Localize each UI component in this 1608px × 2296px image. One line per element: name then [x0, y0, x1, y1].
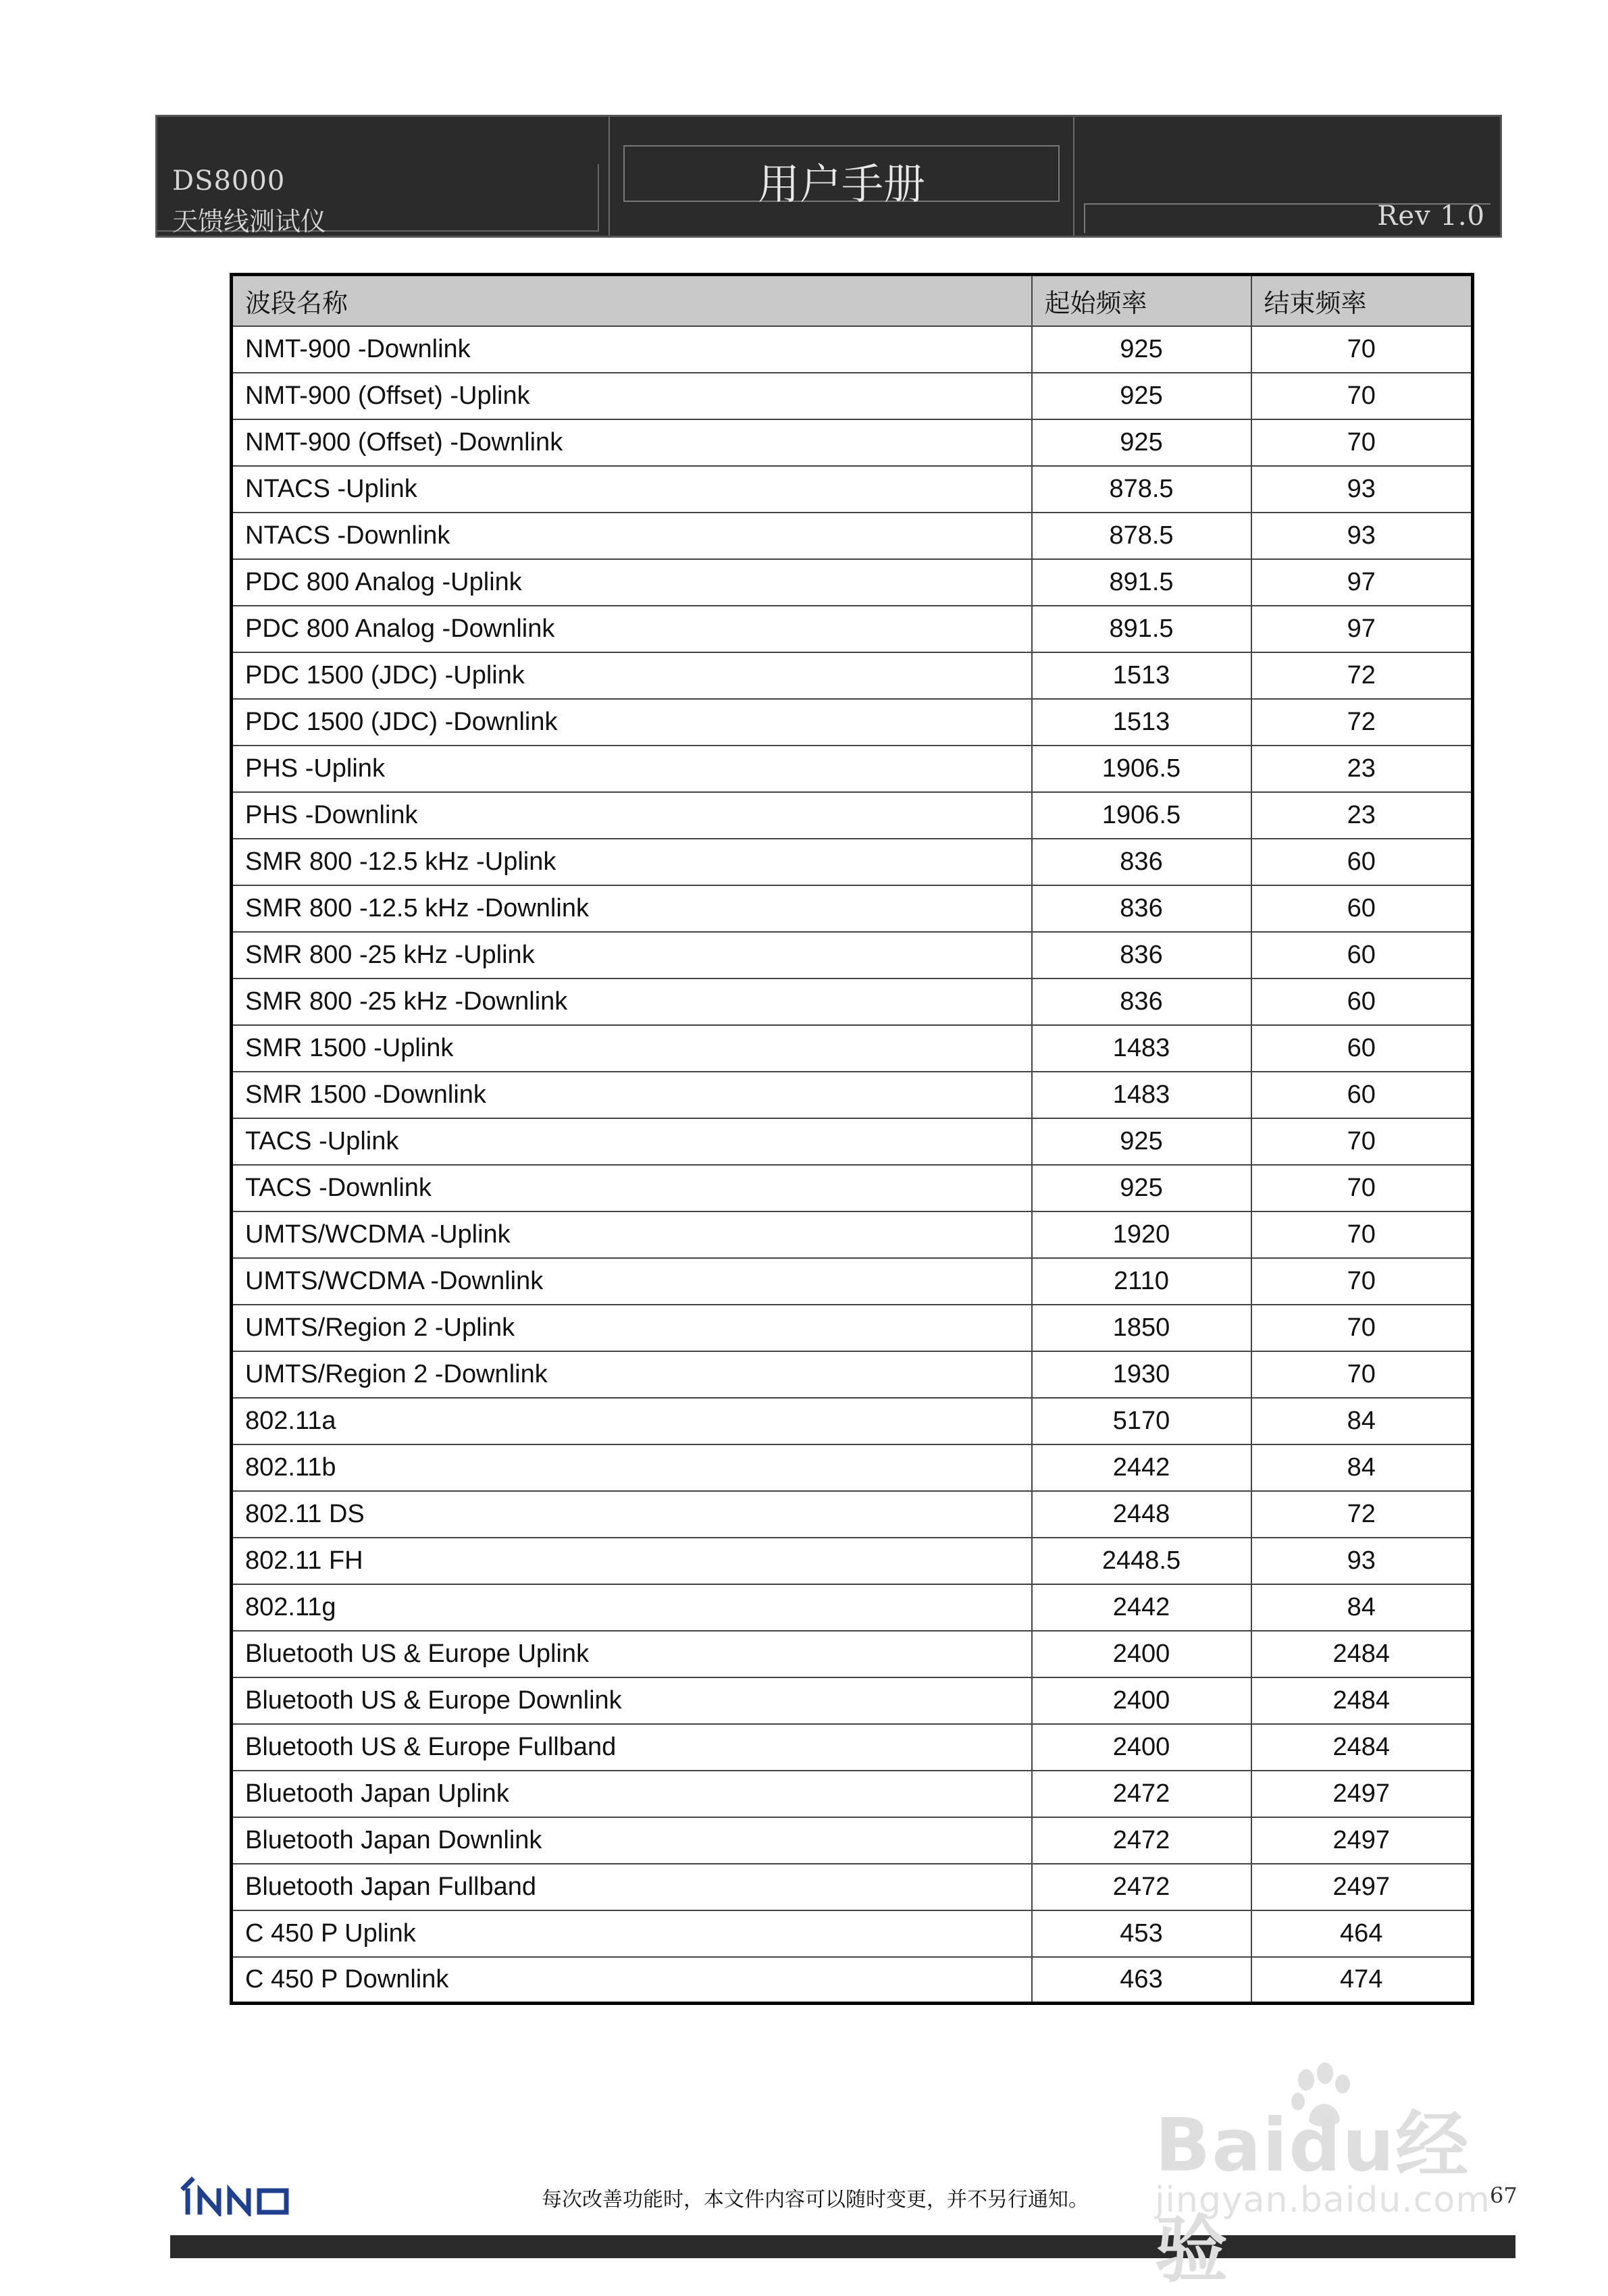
- band-name-cell: SMR 800 -12.5 kHz -Uplink: [232, 839, 1032, 885]
- end-frequency-cell: 60: [1251, 885, 1473, 932]
- start-frequency-cell: 2110: [1032, 1258, 1251, 1305]
- end-frequency-cell: 2484: [1251, 1724, 1473, 1771]
- end-frequency-cell: 474: [1251, 1957, 1473, 2004]
- start-frequency-cell: 836: [1032, 932, 1251, 979]
- end-frequency-cell: 70: [1251, 1305, 1473, 1351]
- start-frequency-cell: 1930: [1032, 1351, 1251, 1398]
- band-name-cell: 802.11 FH: [232, 1538, 1032, 1584]
- end-frequency-cell: 93: [1251, 1538, 1473, 1584]
- end-frequency-cell: 2497: [1251, 1864, 1473, 1910]
- table-row: [232, 1864, 1473, 1910]
- table-row: [232, 1957, 1473, 2004]
- end-frequency-cell: 70: [1251, 1351, 1473, 1398]
- start-frequency-cell: 925: [1032, 373, 1251, 419]
- end-frequency-cell: 84: [1251, 1584, 1473, 1631]
- start-frequency-cell: 1920: [1032, 1211, 1251, 1258]
- start-frequency-cell: 2472: [1032, 1817, 1251, 1864]
- end-frequency-cell: 60: [1251, 1025, 1473, 1072]
- start-frequency-cell: 891.5: [1032, 559, 1251, 606]
- table-row: [232, 326, 1473, 373]
- end-frequency-cell: 93: [1251, 466, 1473, 513]
- table-row: [232, 1025, 1473, 1072]
- end-frequency-cell: 84: [1251, 1398, 1473, 1444]
- start-frequency-cell: 2472: [1032, 1771, 1251, 1817]
- end-frequency-cell: 70: [1251, 1258, 1473, 1305]
- table-row: [232, 1211, 1473, 1258]
- band-name-cell: SMR 1500 -Uplink: [232, 1025, 1032, 1072]
- band-name-cell: Bluetooth Japan Fullband: [232, 1864, 1032, 1910]
- table-row: [232, 1677, 1473, 1724]
- start-frequency-cell: 925: [1032, 419, 1251, 466]
- end-frequency-cell: 464: [1251, 1910, 1473, 1957]
- table-row: [232, 652, 1473, 699]
- band-name-cell: PDC 800 Analog -Downlink: [232, 606, 1032, 652]
- band-table-container: [230, 273, 1471, 2005]
- table-row: [232, 1305, 1473, 1351]
- start-frequency-cell: 2448: [1032, 1491, 1251, 1538]
- column-header-end-frequency: 结束频率: [1251, 275, 1473, 326]
- band-name-cell: TACS -Downlink: [232, 1165, 1032, 1211]
- start-frequency-cell: 1483: [1032, 1025, 1251, 1072]
- table-row: [232, 559, 1473, 606]
- end-frequency-cell: 23: [1251, 792, 1473, 839]
- end-frequency-cell: 2497: [1251, 1771, 1473, 1817]
- end-frequency-cell: 97: [1251, 559, 1473, 606]
- table-row: [232, 513, 1473, 559]
- table-row: [232, 1817, 1473, 1864]
- band-name-cell: UMTS/Region 2 -Uplink: [232, 1305, 1032, 1351]
- table-row: [232, 792, 1473, 839]
- end-frequency-cell: 60: [1251, 979, 1473, 1025]
- start-frequency-cell: 2400: [1032, 1631, 1251, 1677]
- start-frequency-cell: 2448.5: [1032, 1538, 1251, 1584]
- end-frequency-cell: 2497: [1251, 1817, 1473, 1864]
- start-frequency-cell: 2442: [1032, 1444, 1251, 1491]
- watermark-url: jingyan.baidu.com: [1155, 2180, 1490, 2220]
- start-frequency-cell: 891.5: [1032, 606, 1251, 652]
- end-frequency-cell: 2484: [1251, 1631, 1473, 1677]
- table-body: [232, 326, 1473, 2004]
- band-name-cell: SMR 1500 -Downlink: [232, 1072, 1032, 1118]
- band-name-cell: NTACS -Uplink: [232, 466, 1032, 513]
- start-frequency-cell: 925: [1032, 1118, 1251, 1165]
- header-title-block: [608, 117, 1074, 236]
- start-frequency-cell: 2400: [1032, 1677, 1251, 1724]
- start-frequency-cell: 1906.5: [1032, 792, 1251, 839]
- band-name-cell: SMR 800 -25 kHz -Downlink: [232, 979, 1032, 1025]
- footer-disclaimer: 每次改善功能时，本文件内容可以随时变更，并不另行通知。: [542, 2188, 1089, 2212]
- table-row: [232, 1771, 1473, 1817]
- start-frequency-cell: 1513: [1032, 699, 1251, 746]
- band-name-cell: 802.11 DS: [232, 1491, 1032, 1538]
- end-frequency-cell: 70: [1251, 1165, 1473, 1211]
- product-name: DS8000: [172, 165, 286, 197]
- band-name-cell: Bluetooth Japan Downlink: [232, 1817, 1032, 1864]
- end-frequency-cell: 70: [1251, 1211, 1473, 1258]
- table-row: [232, 1072, 1473, 1118]
- table-header-row: [232, 275, 1473, 326]
- band-name-cell: Bluetooth US & Europe Downlink: [232, 1677, 1032, 1724]
- band-name-cell: 802.11a: [232, 1398, 1032, 1444]
- end-frequency-cell: 2484: [1251, 1677, 1473, 1724]
- table-row: [232, 1444, 1473, 1491]
- table-row: [232, 699, 1473, 746]
- end-frequency-cell: 84: [1251, 1444, 1473, 1491]
- end-frequency-cell: 70: [1251, 326, 1473, 373]
- table-row: [232, 1165, 1473, 1211]
- table-row: [232, 1491, 1473, 1538]
- table-row: [232, 979, 1473, 1025]
- band-name-cell: PDC 1500 (JDC) -Uplink: [232, 652, 1032, 699]
- end-frequency-cell: 70: [1251, 1118, 1473, 1165]
- band-name-cell: C 450 P Downlink: [232, 1957, 1032, 2004]
- band-name-cell: PDC 800 Analog -Uplink: [232, 559, 1032, 606]
- start-frequency-cell: 836: [1032, 839, 1251, 885]
- band-name-cell: 802.11g: [232, 1584, 1032, 1631]
- band-name-cell: NMT-900 (Offset) -Downlink: [232, 419, 1032, 466]
- end-frequency-cell: 72: [1251, 652, 1473, 699]
- start-frequency-cell: 2442: [1032, 1584, 1251, 1631]
- table-row: [232, 373, 1473, 419]
- table-row: [232, 1724, 1473, 1771]
- band-name-cell: SMR 800 -25 kHz -Uplink: [232, 932, 1032, 979]
- end-frequency-cell: 23: [1251, 746, 1473, 792]
- start-frequency-cell: 1483: [1032, 1072, 1251, 1118]
- band-name-cell: Bluetooth US & Europe Fullband: [232, 1724, 1032, 1771]
- band-name-cell: NMT-900 -Downlink: [232, 326, 1032, 373]
- band-name-cell: PHS -Downlink: [232, 792, 1032, 839]
- start-frequency-cell: 2472: [1032, 1864, 1251, 1910]
- page-header: [155, 115, 1502, 238]
- table-row: [232, 1398, 1473, 1444]
- start-frequency-cell: 925: [1032, 326, 1251, 373]
- end-frequency-cell: 93: [1251, 513, 1473, 559]
- start-frequency-cell: 878.5: [1032, 466, 1251, 513]
- watermark-main-text: Baidu经验: [1155, 2104, 1470, 2293]
- end-frequency-cell: 97: [1251, 606, 1473, 652]
- product-subtitle: 天馈线测试仪: [172, 207, 327, 236]
- band-name-cell: TACS -Uplink: [232, 1118, 1032, 1165]
- band-name-cell: Bluetooth US & Europe Uplink: [232, 1631, 1032, 1677]
- table-row: [232, 606, 1473, 652]
- band-name-cell: PHS -Uplink: [232, 746, 1032, 792]
- end-frequency-cell: 72: [1251, 699, 1473, 746]
- start-frequency-cell: 1906.5: [1032, 746, 1251, 792]
- band-name-cell: UMTS/WCDMA -Downlink: [232, 1258, 1032, 1305]
- end-frequency-cell: 60: [1251, 839, 1473, 885]
- column-header-band-name: 波段名称: [232, 275, 1032, 326]
- table-row: [232, 1631, 1473, 1677]
- table-row: [232, 932, 1473, 979]
- table-row: [232, 839, 1473, 885]
- baidu-watermark: [1148, 2060, 1526, 2293]
- revision-label: Rev 1.0: [1377, 201, 1485, 232]
- header-left-block: [157, 117, 608, 236]
- band-name-cell: Bluetooth Japan Uplink: [232, 1771, 1032, 1817]
- end-frequency-cell: 60: [1251, 932, 1473, 979]
- start-frequency-cell: 463: [1032, 1957, 1251, 2004]
- band-frequency-table: [230, 273, 1474, 2005]
- band-name-cell: SMR 800 -12.5 kHz -Downlink: [232, 885, 1032, 932]
- start-frequency-cell: 453: [1032, 1910, 1251, 1957]
- start-frequency-cell: 1850: [1032, 1305, 1251, 1351]
- inno-logo: [177, 2176, 292, 2216]
- table-row: [232, 885, 1473, 932]
- band-name-cell: NTACS -Downlink: [232, 513, 1032, 559]
- page-number: 67: [1490, 2183, 1518, 2208]
- table-row: [232, 419, 1473, 466]
- band-name-cell: 802.11b: [232, 1444, 1032, 1491]
- table-row: [232, 1910, 1473, 1957]
- end-frequency-cell: 72: [1251, 1491, 1473, 1538]
- table-row: [232, 1538, 1473, 1584]
- band-name-cell: C 450 P Uplink: [232, 1910, 1032, 1957]
- start-frequency-cell: 878.5: [1032, 513, 1251, 559]
- table-row: [232, 1118, 1473, 1165]
- end-frequency-cell: 60: [1251, 1072, 1473, 1118]
- header-right-block: [1074, 117, 1500, 236]
- band-name-cell: UMTS/Region 2 -Downlink: [232, 1351, 1032, 1398]
- start-frequency-cell: 5170: [1032, 1398, 1251, 1444]
- start-frequency-cell: 836: [1032, 979, 1251, 1025]
- table-row: [232, 746, 1473, 792]
- end-frequency-cell: 70: [1251, 373, 1473, 419]
- start-frequency-cell: 925: [1032, 1165, 1251, 1211]
- start-frequency-cell: 1513: [1032, 652, 1251, 699]
- start-frequency-cell: 2400: [1032, 1724, 1251, 1771]
- table-row: [232, 466, 1473, 513]
- band-name-cell: PDC 1500 (JDC) -Downlink: [232, 699, 1032, 746]
- table-row: [232, 1351, 1473, 1398]
- end-frequency-cell: 70: [1251, 419, 1473, 466]
- table-row: [232, 1584, 1473, 1631]
- start-frequency-cell: 836: [1032, 885, 1251, 932]
- document-title: 用户手册: [757, 159, 925, 209]
- column-header-start-frequency: 起始频率: [1032, 275, 1251, 326]
- table-row: [232, 1258, 1473, 1305]
- band-name-cell: UMTS/WCDMA -Uplink: [232, 1211, 1032, 1258]
- band-name-cell: NMT-900 (Offset) -Uplink: [232, 373, 1032, 419]
